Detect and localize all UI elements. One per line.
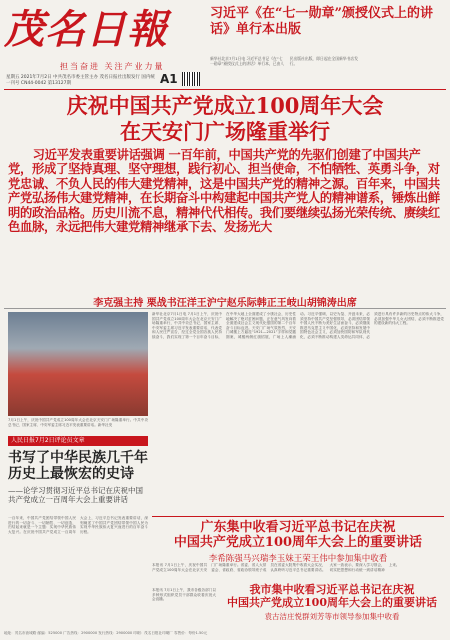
story-3-headline-line-2: 中国共产党成立100周年大会上的重要讲话 bbox=[227, 596, 437, 609]
main-headline-line-1: 庆祝中国共产党成立100周年大会 bbox=[66, 93, 384, 118]
story-2-subheadline: 李希陈强马兴瑞李玉妹王荣王伟中参加集中收看 bbox=[208, 554, 388, 564]
story-3-headline-line-1: 我市集中收看习近平总书记在庆祝 bbox=[249, 583, 415, 596]
story-2-headline bbox=[152, 520, 444, 550]
event-photo bbox=[8, 312, 148, 416]
section-divider bbox=[4, 308, 446, 309]
story-2-headline-line-1: 广东集中收看习近平总书记在庆祝 bbox=[200, 520, 396, 535]
main-lead: 习近平发表重要讲话强调 一百年前，中国共产党的先驱们创建了中国共产党，形成了坚持真理、坚守理想，践行初心、担当使命，不怕牺牲、英勇斗争，对党忠诚、不负人民的伟大建党精神，这是中国共产党的精神之源。百年来，中国共产党弘扬伟大建党精神，在长期奋斗中构建起中国共产党人的精神谱系，锤炼出鲜明的政治品格。历史川流不息，精神代代相传。我们要继续弘扬光荣传统、赓续红色血脉，永远把伟大建党精神继承下去、发扬光大 bbox=[8, 147, 440, 235]
barcode-icon bbox=[182, 72, 200, 86]
commentary-headline: 书写了中华民族几千年历史上最恢宏的史诗 bbox=[8, 450, 148, 482]
teaser-body: 新华社北京7月1日电 习近平总书记《在“七一勋章”颁授仪式上的讲话》单行本，已由人民出版社出版，即日起在全国新华书店发行。 bbox=[210, 56, 358, 66]
masthead-slogan: 担当奋进 关注产业力量 bbox=[60, 62, 165, 71]
main-subline: 李克强主持 栗战书汪洋王沪宁赵乐际韩正王岐山胡锦涛出席 bbox=[93, 298, 357, 309]
masthead-logo: 茂名日報 bbox=[4, 6, 168, 53]
main-headline-line-2: 在天安门广场隆重举行 bbox=[120, 119, 330, 144]
teaser-headline: 习近平《在“七一勋章”颁授仪式上的讲话》单行本出版 bbox=[210, 6, 433, 37]
story-3-subheadline: 袁古洁庄悦群刘芳等市领导参加集中收看 bbox=[264, 612, 400, 621]
story-2-divider bbox=[152, 516, 444, 517]
story-2-body: 本报讯 7月1日上午，庆祝中国共产党成立100周年大会在北京天安门广场隆重举行。省委、省人大常委会、省政府、省政协领导班子成员在省委大院集中收看大会实况，认真聆听习近平总书记重要讲话。大家一致表示，要深入学习领会，切实把思想和行动统一到讲话精神上来。 bbox=[152, 563, 400, 572]
page-number: A1 bbox=[160, 72, 178, 86]
photo-caption: 7月1日上午，庆祝中国共产党成立100周年大会在北京天安门广场隆重举行。中共中央总书记、国家主席、中央军委主席习近平发表重要讲话。新华社发 bbox=[8, 418, 148, 427]
story-3-headline bbox=[220, 583, 444, 609]
story-2-headline-line-2: 中国共产党成立100周年大会上的重要讲话 bbox=[173, 535, 423, 550]
masthead-info: 星期五 2021年7月2日 中共茂名市委主管主办 茂名日报社出版发行 国内统一刊号 CN44-0042 第13127期 bbox=[6, 75, 155, 86]
story-3-body: 本报讯 7月1日上午，我市各级各部门以多种形式组织党员干部群众收看庆祝大会直播。 bbox=[152, 588, 216, 602]
page-footer: 地址：茂名市油城路 邮编：525000 广告热线：2900000 发行热线：2900000 印刷：茂名日报社印刷厂 零售价：每份1.50元 bbox=[4, 631, 208, 635]
commentary-body: 一百年来，中国共产党团结带领中国人民进行的一切奋斗、一切牺牲、一切创造，归结起来就是一个主题：实现中华民族伟大复兴。在庆祝中国共产党成立一百周年大会上，习近平总书记发表重要讲话，深刻阐述了中国共产党团结带领中国人民为实现中华民族伟大复兴而进行的百年奋斗历程。 bbox=[8, 516, 148, 534]
commentary-tag: 人民日报7月2日评论员文章 bbox=[8, 436, 148, 446]
main-headline bbox=[10, 93, 440, 145]
commentary-subheadline: ——论学习贯彻习近平总书记在庆祝中国共产党成立一百周年大会上重要讲话 bbox=[8, 486, 143, 504]
main-article-body: 新华社北京7月1日电 7月1日上午，庆祝中国共产党成立100周年大会在北京天安门广场隆重举行，中共中央总书记、国家主席、中央军委主席习近平发表重要讲话，代表党和人民庄严宣告，经过全党全国各族人民持续奋斗，我们实现了第一个百年奋斗目标，在中华大地上全面建成了小康社会，历史性地解决了绝对贫困问题，正在意气风发向着全面建成社会主义现代化强国的第二个百年奋斗目标迈进。天安门广场气氛热烈，天安门城楼上方悬挂“1921—2021”字样和党徽图案，城楼两侧红旗招展，广场上人潮涌动。习近平强调，以史为鉴、开创未来，必须坚持中国共产党坚强领导，必须团结带领中国人民不断为美好生活而奋斗，必须继续推进马克思主义中国化，必须坚持和发展中国特色社会主义，必须加快国防和军队现代化，必须不断推动构建人类命运共同体，必须进行具有许多新的历史特点的伟大斗争，必须加强中华儿女大团结，必须不断推进党的建设新的伟大工程。 bbox=[152, 312, 444, 339]
masthead-divider bbox=[4, 89, 446, 90]
